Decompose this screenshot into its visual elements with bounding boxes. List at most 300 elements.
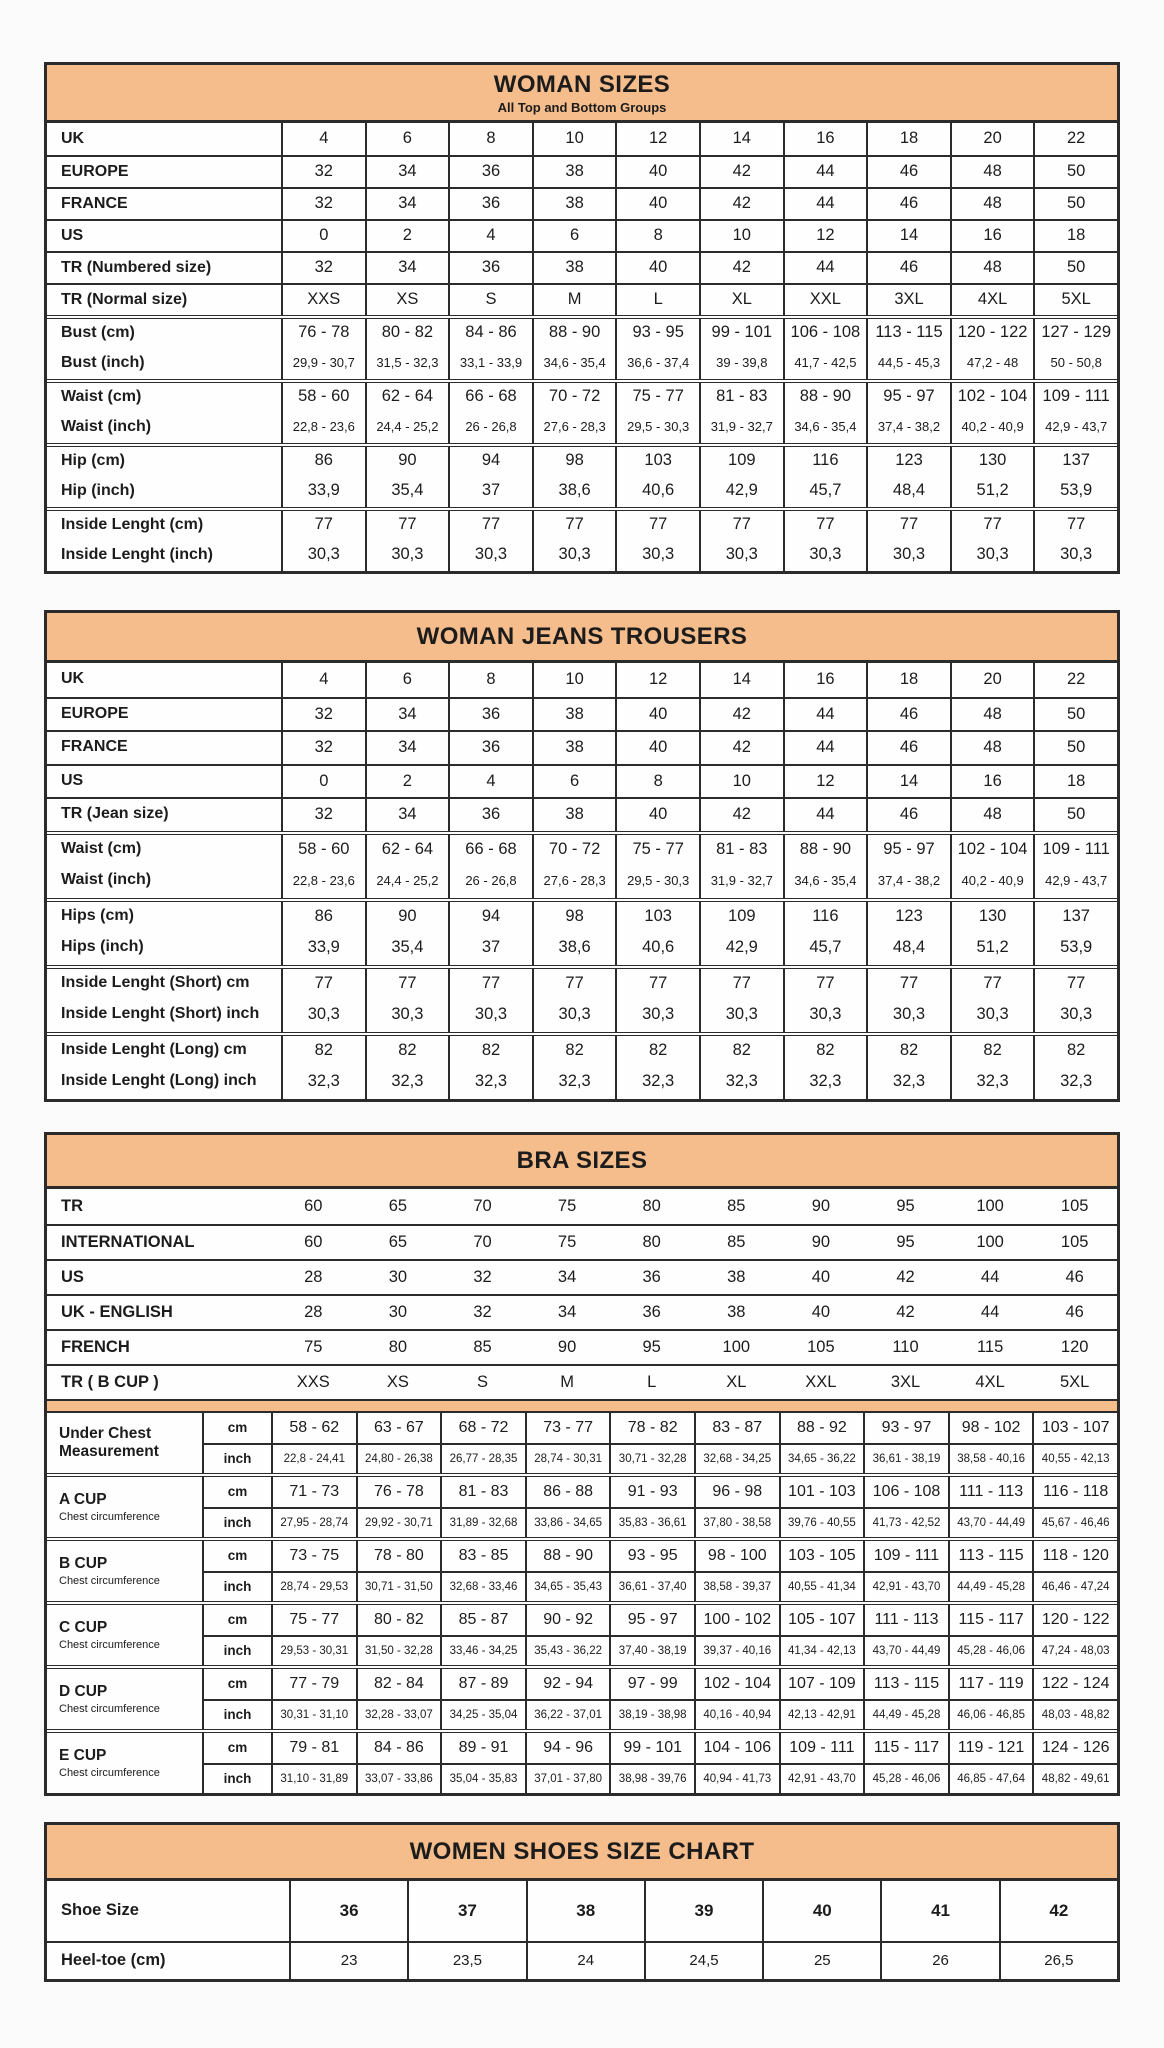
table-cell: 42 bbox=[896, 1302, 915, 1321]
bra-cup-group bbox=[47, 1601, 1117, 1665]
table-cell: 44,49 - 45,28 bbox=[863, 1701, 948, 1729]
table-cell: 42 bbox=[896, 1267, 915, 1286]
table-cell: 30,3 bbox=[783, 998, 867, 1032]
table-cell: 111 - 113 bbox=[948, 1477, 1033, 1507]
table-cell: 102 - 104 bbox=[950, 383, 1034, 411]
table-cell: 100 bbox=[976, 1232, 1004, 1251]
table-cell: 46 bbox=[866, 157, 950, 187]
table-cell: 70 - 72 bbox=[532, 383, 616, 411]
table-cell: 109 - 111 bbox=[1033, 835, 1117, 865]
table-cell: 31,9 - 32,7 bbox=[699, 864, 783, 898]
table-cell: 40 bbox=[615, 799, 699, 831]
table-cell: 40 bbox=[615, 732, 699, 764]
table-cell: 77 bbox=[448, 969, 532, 999]
table-cell: 85 bbox=[727, 1196, 746, 1215]
table-cell: 36,61 - 37,40 bbox=[609, 1573, 694, 1601]
table-cell: 16 bbox=[950, 766, 1034, 798]
table-cell: 42 bbox=[699, 189, 783, 219]
table-row bbox=[47, 1881, 1117, 1941]
table-cell: 80 - 82 bbox=[356, 1605, 441, 1635]
table-cell: 103 - 107 bbox=[1032, 1413, 1117, 1443]
table-row bbox=[47, 797, 1117, 831]
table-cell: 10 bbox=[699, 766, 783, 798]
table-cell: 102 - 104 bbox=[694, 1669, 779, 1699]
table-cell: 34 bbox=[365, 732, 449, 764]
table-cell: 95 - 97 bbox=[609, 1605, 694, 1635]
bra-band-row bbox=[47, 1259, 1117, 1294]
table-cell: 26 bbox=[880, 1943, 998, 1979]
table-cell: 71 - 73 bbox=[271, 1477, 356, 1507]
table-cell: 93 - 97 bbox=[863, 1413, 948, 1443]
cup-name: B CUP bbox=[59, 1555, 108, 1573]
bra-divider-strip bbox=[47, 1399, 1117, 1413]
table-cell: 35,4 bbox=[365, 931, 449, 965]
cup-name: D CUP bbox=[59, 1683, 108, 1701]
table-cell: 84 - 86 bbox=[356, 1733, 441, 1763]
table-cell: 58 - 60 bbox=[281, 383, 365, 411]
table-cell: 48 bbox=[950, 157, 1034, 187]
table-cell: 68 - 72 bbox=[440, 1413, 525, 1443]
table-cell: 30,71 - 32,28 bbox=[609, 1445, 694, 1473]
table-cell: 22 bbox=[1033, 123, 1117, 155]
row-label: Inside Lenght (Long) cm bbox=[61, 1040, 247, 1058]
table-cell: 27,6 - 28,3 bbox=[532, 411, 616, 443]
table-row bbox=[47, 443, 1117, 475]
table-cell: 95 - 97 bbox=[866, 383, 950, 411]
bra-cup-group bbox=[47, 1413, 1117, 1473]
table-cell: 77 bbox=[615, 969, 699, 999]
row-label: TR ( B CUP ) bbox=[61, 1372, 159, 1391]
table-cell: 77 bbox=[1033, 511, 1117, 539]
bra-band-row bbox=[47, 1364, 1117, 1399]
table-cell: 77 bbox=[281, 511, 365, 539]
table-cell: 27,95 - 28,74 bbox=[271, 1509, 356, 1537]
table-cell: 103 - 105 bbox=[779, 1541, 864, 1571]
table-cell: 98 - 102 bbox=[948, 1413, 1033, 1443]
bra-sizes-title: BRA SIZES bbox=[516, 1146, 648, 1174]
cup-rows bbox=[204, 1605, 1117, 1665]
table-cell: 65 bbox=[388, 1232, 408, 1251]
table-cell: 40 bbox=[615, 157, 699, 187]
table-cell: 37 bbox=[448, 475, 532, 507]
table-cell: 30 bbox=[388, 1267, 408, 1286]
table-cell: 37,4 - 38,2 bbox=[866, 411, 950, 443]
table-cell: 90 bbox=[811, 1232, 831, 1251]
table-cell: 35,4 bbox=[365, 475, 449, 507]
table-cell: 40,94 - 41,73 bbox=[694, 1765, 779, 1793]
table-cell: 38 bbox=[532, 799, 616, 831]
table-cell: 41,7 - 42,5 bbox=[783, 347, 867, 379]
table-cell: 109 - 111 bbox=[1033, 383, 1117, 411]
row-label: Inside Lenght (cm) bbox=[61, 515, 204, 533]
cup-label-cell bbox=[47, 1669, 204, 1729]
unit-label: cm bbox=[227, 1739, 248, 1755]
bra-band-row bbox=[47, 1294, 1117, 1329]
table-cell: 51,2 bbox=[950, 475, 1034, 507]
table-cell: 38 bbox=[532, 253, 616, 283]
table-cell: 30,3 bbox=[365, 998, 449, 1032]
table-cell: 42 bbox=[699, 253, 783, 283]
table-cell: 89 - 91 bbox=[440, 1733, 525, 1763]
shoes-size-table bbox=[44, 1822, 1120, 1982]
table-cell: 42 bbox=[699, 732, 783, 764]
table-cell: 34 bbox=[557, 1302, 577, 1321]
table-cell: 30 bbox=[388, 1302, 408, 1321]
table-row bbox=[47, 730, 1117, 764]
table-cell: 120 - 122 bbox=[950, 319, 1034, 347]
table-cell: 60 bbox=[304, 1196, 323, 1215]
table-cell: 34,65 - 36,22 bbox=[779, 1445, 864, 1473]
table-cell: 10 bbox=[532, 123, 616, 155]
table-cell: 46 bbox=[866, 799, 950, 831]
unit-label: inch bbox=[223, 1770, 252, 1786]
table-cell: 90 - 92 bbox=[525, 1605, 610, 1635]
cup-subtitle: Chest circumference bbox=[59, 1766, 160, 1779]
table-cell: 28,74 - 29,53 bbox=[271, 1573, 356, 1601]
table-cell: 100 - 102 bbox=[694, 1605, 779, 1635]
unit-label: inch bbox=[223, 1642, 252, 1658]
table-cell: 32 bbox=[281, 732, 365, 764]
cup-rows bbox=[204, 1733, 1117, 1793]
cup-rows bbox=[204, 1669, 1117, 1729]
table-cell: 36 bbox=[642, 1302, 661, 1321]
table-cell: 38,6 bbox=[532, 475, 616, 507]
table-cell: 46,46 - 47,24 bbox=[1032, 1573, 1117, 1601]
table-cell: 6 bbox=[532, 221, 616, 251]
table-cell: L bbox=[615, 285, 699, 315]
table-cell: 4 bbox=[448, 221, 532, 251]
table-cell: 45,28 - 46,06 bbox=[948, 1637, 1033, 1665]
table-cell: 81 - 83 bbox=[440, 1477, 525, 1507]
row-label: TR (Numbered size) bbox=[61, 258, 212, 276]
table-cell: 14 bbox=[699, 123, 783, 155]
table-cell: 32 bbox=[473, 1267, 492, 1286]
table-cell: 113 - 115 bbox=[863, 1669, 948, 1699]
row-label: UK - ENGLISH bbox=[61, 1302, 173, 1321]
table-cell: 122 - 124 bbox=[1032, 1669, 1117, 1699]
table-cell: 48 bbox=[950, 253, 1034, 283]
table-cell: 76 - 78 bbox=[281, 319, 365, 347]
table-cell: 48,03 - 48,82 bbox=[1032, 1701, 1117, 1729]
table-cell: 34,25 - 35,04 bbox=[440, 1701, 525, 1729]
table-row bbox=[47, 663, 1117, 697]
table-cell: 40 bbox=[615, 253, 699, 283]
table-cell: 93 - 95 bbox=[609, 1541, 694, 1571]
table-cell: 42 bbox=[699, 157, 783, 187]
table-row bbox=[47, 347, 1117, 379]
table-cell: 22,8 - 24,41 bbox=[271, 1445, 356, 1473]
table-cell: 99 - 101 bbox=[699, 319, 783, 347]
table-cell: 87 - 89 bbox=[440, 1669, 525, 1699]
table-cell: 38,98 - 39,76 bbox=[609, 1765, 694, 1793]
table-cell: 32,3 bbox=[448, 1065, 532, 1099]
table-cell: 44 bbox=[783, 699, 867, 731]
table-cell: 32,3 bbox=[615, 1065, 699, 1099]
table-cell: 77 bbox=[615, 511, 699, 539]
table-cell: 77 bbox=[783, 969, 867, 999]
table-cell: 30,3 bbox=[1033, 998, 1117, 1032]
cup-name: A CUP bbox=[59, 1491, 107, 1509]
table-cell: 42,13 - 42,91 bbox=[779, 1701, 864, 1729]
table-cell: XS bbox=[365, 285, 449, 315]
table-cell: 32,68 - 34,25 bbox=[694, 1445, 779, 1473]
table-cell: 115 bbox=[976, 1337, 1004, 1356]
table-cell: 38 bbox=[532, 699, 616, 731]
table-cell: 115 - 117 bbox=[948, 1605, 1033, 1635]
table-cell: 106 - 108 bbox=[863, 1477, 948, 1507]
table-cell: 75 bbox=[557, 1232, 577, 1251]
row-label: Hip (inch) bbox=[61, 481, 135, 499]
table-cell: 42 bbox=[999, 1881, 1117, 1941]
table-row bbox=[47, 315, 1117, 347]
cup-rows bbox=[204, 1541, 1117, 1601]
table-cell: 40,6 bbox=[615, 931, 699, 965]
table-cell: 25 bbox=[762, 1943, 880, 1979]
table-cell: 90 bbox=[557, 1337, 577, 1356]
table-cell: 77 bbox=[866, 511, 950, 539]
table-cell: 6 bbox=[365, 123, 449, 155]
row-label: US bbox=[61, 1267, 84, 1286]
table-cell: 16 bbox=[950, 221, 1034, 251]
table-cell: 42,9 - 43,7 bbox=[1033, 411, 1117, 443]
table-row bbox=[47, 898, 1117, 932]
table-cell: 37,01 - 37,80 bbox=[525, 1765, 610, 1793]
table-cell: 36,22 - 37,01 bbox=[525, 1701, 610, 1729]
table-cell: 77 bbox=[365, 511, 449, 539]
table-cell: 73 - 75 bbox=[271, 1541, 356, 1571]
table-cell: 6 bbox=[532, 766, 616, 798]
table-cell: 34 bbox=[365, 253, 449, 283]
table-cell: 77 bbox=[950, 969, 1034, 999]
table-cell: 14 bbox=[866, 766, 950, 798]
table-cell: 23 bbox=[289, 1943, 407, 1979]
unit-label: cm bbox=[227, 1675, 248, 1691]
table-cell: 20 bbox=[950, 123, 1034, 155]
table-row bbox=[47, 1065, 1117, 1099]
table-cell: 50 bbox=[1033, 732, 1117, 764]
table-cell: 34,6 - 35,4 bbox=[783, 411, 867, 443]
table-cell: 58 - 62 bbox=[271, 1413, 356, 1443]
table-cell: 0 bbox=[281, 221, 365, 251]
table-cell: 94 bbox=[448, 902, 532, 932]
table-row bbox=[47, 1941, 1117, 1979]
table-cell: 46 bbox=[1065, 1302, 1084, 1321]
table-cell: 40 bbox=[762, 1881, 880, 1941]
table-cell: 32,3 bbox=[783, 1065, 867, 1099]
table-cell: 106 - 108 bbox=[783, 319, 867, 347]
table-cell: 75 bbox=[557, 1196, 577, 1215]
table-cell: 79 - 81 bbox=[271, 1733, 356, 1763]
jeans-trousers-table bbox=[44, 610, 1120, 1102]
row-label: Inside Lenght (Short) inch bbox=[61, 1005, 260, 1023]
row-label: Waist (inch) bbox=[61, 417, 152, 435]
table-cell: 39,76 - 40,55 bbox=[779, 1509, 864, 1537]
table-cell: 82 bbox=[448, 1036, 532, 1066]
table-cell: M bbox=[532, 285, 616, 315]
table-cell: 45,7 bbox=[783, 475, 867, 507]
cup-label-cell bbox=[47, 1541, 204, 1601]
table-cell: 123 bbox=[866, 447, 950, 475]
row-label: EUROPE bbox=[61, 162, 129, 180]
table-cell: 113 - 115 bbox=[948, 1541, 1033, 1571]
bra-sizes-table bbox=[44, 1132, 1120, 1796]
table-cell: 81 - 83 bbox=[699, 383, 783, 411]
bra-band-section bbox=[47, 1189, 1117, 1399]
table-cell: 85 - 87 bbox=[440, 1605, 525, 1635]
table-cell: 34,6 - 35,4 bbox=[532, 347, 616, 379]
table-cell: 41,34 - 42,13 bbox=[779, 1637, 864, 1665]
table-cell: 36 bbox=[289, 1881, 407, 1941]
table-cell: 30,3 bbox=[866, 998, 950, 1032]
table-cell: 130 bbox=[950, 902, 1034, 932]
table-cell: 77 bbox=[950, 511, 1034, 539]
bra-cm-row bbox=[204, 1733, 1117, 1763]
table-cell: 32,68 - 33,46 bbox=[440, 1573, 525, 1601]
table-cell: 65 bbox=[388, 1196, 408, 1215]
table-cell: 22,8 - 23,6 bbox=[281, 411, 365, 443]
table-cell: S bbox=[448, 285, 532, 315]
table-cell: XXS bbox=[281, 285, 365, 315]
table-cell: 93 - 95 bbox=[615, 319, 699, 347]
table-cell: 48,4 bbox=[866, 931, 950, 965]
table-cell: 36 bbox=[448, 253, 532, 283]
table-cell: 18 bbox=[1033, 221, 1117, 251]
table-cell: 38 bbox=[526, 1881, 644, 1941]
table-cell: 70 - 72 bbox=[532, 835, 616, 865]
table-cell: 82 bbox=[365, 1036, 449, 1066]
table-cell: 3XL bbox=[866, 285, 950, 315]
table-cell: 30,3 bbox=[950, 539, 1034, 571]
row-label: Inside Lenght (inch) bbox=[61, 545, 213, 563]
table-cell: 26 - 26,8 bbox=[448, 864, 532, 898]
row-label: Hip (cm) bbox=[61, 451, 125, 469]
table-cell: 90 bbox=[365, 447, 449, 475]
table-cell: 10 bbox=[699, 221, 783, 251]
table-cell: 77 - 79 bbox=[271, 1669, 356, 1699]
table-cell: 36,6 - 37,4 bbox=[615, 347, 699, 379]
table-cell: 50 bbox=[1033, 157, 1117, 187]
shoes-size-header bbox=[47, 1825, 1117, 1881]
table-cell: 80 bbox=[388, 1337, 408, 1356]
table-cell: 103 bbox=[615, 902, 699, 932]
table-cell: 102 - 104 bbox=[950, 835, 1034, 865]
table-cell: 78 - 80 bbox=[356, 1541, 441, 1571]
table-cell: 32,28 - 33,07 bbox=[356, 1701, 441, 1729]
cup-rows bbox=[204, 1477, 1117, 1537]
table-cell: 47,24 - 48,03 bbox=[1032, 1637, 1117, 1665]
row-label: TR bbox=[61, 1196, 83, 1215]
cup-name: Under Chest Measurement bbox=[59, 1425, 159, 1460]
table-cell: 86 bbox=[281, 447, 365, 475]
table-cell: 38 bbox=[532, 157, 616, 187]
table-cell: 6 bbox=[365, 663, 449, 697]
unit-label: inch bbox=[223, 1706, 252, 1722]
table-cell: 50 bbox=[1033, 253, 1117, 283]
table-cell: 103 bbox=[615, 447, 699, 475]
row-label: Shoe Size bbox=[61, 1901, 139, 1920]
table-cell: 105 bbox=[807, 1337, 835, 1356]
table-row bbox=[47, 764, 1117, 798]
table-cell: 40,2 - 40,9 bbox=[950, 411, 1034, 443]
table-cell: 3XL bbox=[890, 1372, 921, 1391]
table-cell: 82 bbox=[532, 1036, 616, 1066]
table-cell: 40,16 - 40,94 bbox=[694, 1701, 779, 1729]
table-cell: 60 bbox=[304, 1232, 323, 1251]
bra-cup-section bbox=[47, 1413, 1117, 1793]
bra-inch-row bbox=[204, 1507, 1117, 1537]
table-cell: 75 - 77 bbox=[271, 1605, 356, 1635]
table-cell: 44 bbox=[783, 253, 867, 283]
jeans-trousers-header bbox=[47, 613, 1117, 663]
table-cell: 37,80 - 38,58 bbox=[694, 1509, 779, 1537]
table-cell: 39 bbox=[644, 1881, 762, 1941]
table-cell: XXL bbox=[805, 1372, 837, 1391]
table-cell: 40 bbox=[615, 189, 699, 219]
table-cell: 98 - 100 bbox=[694, 1541, 779, 1571]
table-cell: 40,55 - 42,13 bbox=[1032, 1445, 1117, 1473]
table-cell: 34 bbox=[365, 699, 449, 731]
table-cell: 82 bbox=[950, 1036, 1034, 1066]
table-cell: 50 - 50,8 bbox=[1033, 347, 1117, 379]
table-cell: 48 bbox=[950, 699, 1034, 731]
table-cell: 33,1 - 33,9 bbox=[448, 347, 532, 379]
cup-label-cell bbox=[47, 1733, 204, 1793]
table-cell: 30,31 - 31,10 bbox=[271, 1701, 356, 1729]
bra-band-row bbox=[47, 1329, 1117, 1364]
table-cell: 34,6 - 35,4 bbox=[783, 864, 867, 898]
unit-label: inch bbox=[223, 1450, 252, 1466]
table-cell: 94 - 96 bbox=[525, 1733, 610, 1763]
table-cell: 18 bbox=[1033, 766, 1117, 798]
table-cell: 40,55 - 41,34 bbox=[779, 1573, 864, 1601]
bra-cm-row bbox=[204, 1605, 1117, 1635]
table-cell: 16 bbox=[783, 123, 867, 155]
bra-inch-row bbox=[204, 1571, 1117, 1601]
unit-label: cm bbox=[227, 1611, 248, 1627]
table-cell: 46 bbox=[866, 189, 950, 219]
table-cell: 80 - 82 bbox=[365, 319, 449, 347]
table-cell: 50 bbox=[1033, 699, 1117, 731]
table-cell: XL bbox=[699, 285, 783, 315]
woman-sizes-table bbox=[44, 62, 1120, 574]
row-label: Inside Lenght (Long) inch bbox=[61, 1072, 257, 1090]
table-cell: 53,9 bbox=[1033, 475, 1117, 507]
table-cell: 22,8 - 23,6 bbox=[281, 864, 365, 898]
table-cell: 82 bbox=[281, 1036, 365, 1066]
table-cell: 42,9 bbox=[699, 475, 783, 507]
table-cell: 46 bbox=[1065, 1267, 1084, 1286]
table-row bbox=[47, 998, 1117, 1032]
table-cell: 34 bbox=[365, 799, 449, 831]
table-cell: 38,58 - 39,37 bbox=[694, 1573, 779, 1601]
table-cell: 44,49 - 45,28 bbox=[948, 1573, 1033, 1601]
table-cell: 42 bbox=[699, 699, 783, 731]
table-cell: 24 bbox=[526, 1943, 644, 1979]
table-cell: 30,3 bbox=[615, 998, 699, 1032]
table-cell: 30,3 bbox=[1033, 539, 1117, 571]
table-cell: 43,70 - 44,49 bbox=[948, 1509, 1033, 1537]
table-cell: 42 bbox=[699, 799, 783, 831]
table-cell: 86 - 88 bbox=[525, 1477, 610, 1507]
bra-cup-group bbox=[47, 1729, 1117, 1793]
table-cell: 33,07 - 33,86 bbox=[356, 1765, 441, 1793]
table-cell: 34 bbox=[557, 1267, 577, 1286]
table-cell: 96 - 98 bbox=[694, 1477, 779, 1507]
table-cell: 90 bbox=[365, 902, 449, 932]
row-label: Inside Lenght (Short) cm bbox=[61, 973, 250, 991]
table-cell: 32,3 bbox=[950, 1065, 1034, 1099]
table-cell: 22 bbox=[1033, 663, 1117, 697]
